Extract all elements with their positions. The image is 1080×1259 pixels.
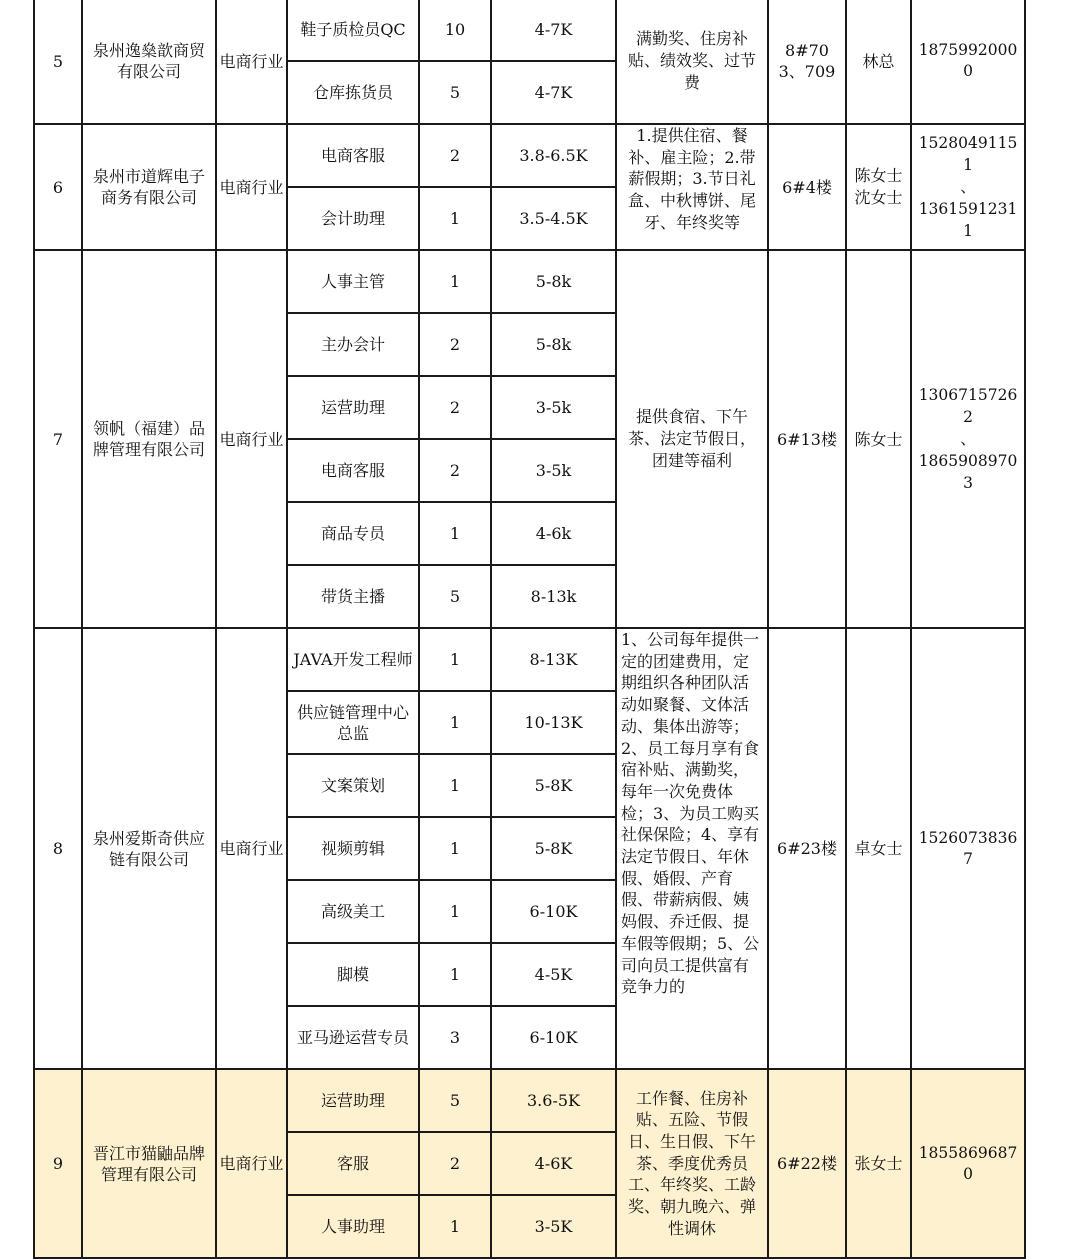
job-count: 5 xyxy=(419,61,491,124)
job-count: 1 xyxy=(419,754,491,817)
phone-separator: 、 xyxy=(960,430,976,448)
company-number: 8 xyxy=(34,628,82,1069)
phone xyxy=(911,124,1025,250)
job-title: 人事助理 xyxy=(287,1195,419,1258)
phone xyxy=(911,0,1025,124)
job-count: 10 xyxy=(419,0,491,61)
job-title: 脚模 xyxy=(287,943,419,1006)
job-count: 5 xyxy=(419,565,491,628)
job-count: 2 xyxy=(419,313,491,376)
benefits: 提供食宿、下午茶、法定节假日，团建等福利 xyxy=(616,250,768,628)
job-title: JAVA开发工程师 xyxy=(287,628,419,691)
job-salary: 4-6K xyxy=(491,1132,616,1195)
phone-number: 15260738367 xyxy=(918,828,1018,868)
job-salary: 3-5k xyxy=(491,439,616,502)
job-title: 带货主播 xyxy=(287,565,419,628)
company-name: 泉州市道辉电子商务有限公司 xyxy=(82,124,216,250)
job-count: 2 xyxy=(419,439,491,502)
address: 8#703、709 xyxy=(768,0,846,124)
contact-person: 张女士 xyxy=(846,1069,911,1258)
industry: 电商行业 xyxy=(216,628,287,1069)
contact-person: 林总 xyxy=(846,0,911,124)
job-title: 运营助理 xyxy=(287,376,419,439)
job-title: 客服 xyxy=(287,1132,419,1195)
contact-person xyxy=(846,124,911,250)
job-salary: 4-7K xyxy=(491,61,616,124)
benefits: 满勤奖、住房补贴、绩效奖、过节费 xyxy=(616,0,768,124)
job-title: 电商客服 xyxy=(287,439,419,502)
job-title: 电商客服 xyxy=(287,124,419,187)
job-count: 2 xyxy=(419,1132,491,1195)
job-salary: 4-5K xyxy=(491,943,616,1006)
phone-number: 15280491151 xyxy=(918,134,1018,174)
job-title: 高级美工 xyxy=(287,880,419,943)
company-number: 9 xyxy=(34,1069,82,1258)
address: 6#23楼 xyxy=(768,628,846,1069)
job-count: 1 xyxy=(419,880,491,943)
job-title: 会计助理 xyxy=(287,187,419,250)
job-salary: 3-5K xyxy=(491,1195,616,1258)
job-title: 亚马逊运营专员 xyxy=(287,1006,419,1069)
phone-number: 18759920000 xyxy=(918,41,1018,80)
job-salary: 6-10K xyxy=(491,1006,616,1069)
job-salary: 5-8k xyxy=(491,313,616,376)
company-name: 泉州爱斯奇供应链有限公司 xyxy=(82,628,216,1069)
benefits-text: 1、公司每年提供一定的团建费用，定期组织各种团队活动如聚餐、文体活动、集体出游等；2、员工每月享有食宿补贴、满勤奖，每年一次免费体检；3、为员工购买社保保险；4、享有法定节假日、年休假、婚假、产育假、带薪病假、姨妈假、乔迁假、提车假等假期；5、公司向员工提供富有竞争力的 xyxy=(621,630,760,997)
contact-name: 陈女士 xyxy=(854,166,903,185)
job-title: 仓库拣货员 xyxy=(287,61,419,124)
industry: 电商行业 xyxy=(216,0,287,124)
job-count: 3 xyxy=(419,1006,491,1069)
phone-number: 18659089703 xyxy=(918,452,1018,492)
job-title: 供应链管理中心总监 xyxy=(287,691,419,754)
benefits xyxy=(616,628,768,1069)
job-count: 1 xyxy=(419,691,491,754)
contact-person: 卓女士 xyxy=(846,628,911,1069)
job-count: 1 xyxy=(419,628,491,691)
job-title: 视频剪辑 xyxy=(287,817,419,880)
job-title: 鞋子质检员QC xyxy=(287,0,419,61)
phone-number: 13615912311 xyxy=(918,200,1018,240)
phone xyxy=(911,1069,1025,1258)
job-count: 5 xyxy=(419,1069,491,1132)
contact-name: 沈女士 xyxy=(854,188,903,207)
phone xyxy=(911,250,1025,628)
job-count: 1 xyxy=(419,1195,491,1258)
job-count: 1 xyxy=(419,943,491,1006)
address: 6#4楼 xyxy=(768,124,846,250)
phone xyxy=(911,628,1025,1069)
phone-separator: 、 xyxy=(960,178,976,196)
industry: 电商行业 xyxy=(216,124,287,250)
company-number: 6 xyxy=(34,124,82,250)
job-salary: 8-13k xyxy=(491,565,616,628)
job-salary: 5-8k xyxy=(491,250,616,313)
job-salary: 3-5k xyxy=(491,376,616,439)
job-salary: 3.6-5K xyxy=(491,1069,616,1132)
company-number: 5 xyxy=(34,0,82,124)
job-title: 文案策划 xyxy=(287,754,419,817)
job-salary: 8-13K xyxy=(491,628,616,691)
address: 6#22楼 xyxy=(768,1069,846,1258)
job-title: 人事主管 xyxy=(287,250,419,313)
benefits xyxy=(616,124,768,250)
job-salary: 5-8K xyxy=(491,817,616,880)
job-salary: 3.8-6.5K xyxy=(491,124,616,187)
benefits-text: 1.提供住宿、餐补、雇主险；2.带薪假期；3.节日礼盒、中秋博饼、尾牙、年终奖等 xyxy=(627,126,756,232)
job-title: 商品专员 xyxy=(287,502,419,565)
job-title: 运营助理 xyxy=(287,1069,419,1132)
job-salary: 3.5-4.5K xyxy=(491,187,616,250)
company-name: 晋江市猫鼬品牌管理有限公司 xyxy=(82,1069,216,1258)
phone-number: 18558696870 xyxy=(918,1143,1018,1183)
job-salary: 10-13K xyxy=(491,691,616,754)
job-count: 1 xyxy=(419,817,491,880)
job-salary: 6-10K xyxy=(491,880,616,943)
job-count: 1 xyxy=(419,250,491,313)
company-name: 泉州逸燊歆商贸有限公司 xyxy=(82,0,216,124)
benefits: 工作餐、住房补贴、五险、节假日、生日假、下午茶、季度优秀员工、年终奖、工龄奖、朝九晚六、弹性调休 xyxy=(616,1069,768,1258)
industry: 电商行业 xyxy=(216,1069,287,1258)
phone-number: 13067157262 xyxy=(918,386,1018,426)
company-number: 7 xyxy=(34,250,82,628)
industry: 电商行业 xyxy=(216,250,287,628)
address: 6#13楼 xyxy=(768,250,846,628)
job-count: 1 xyxy=(419,502,491,565)
job-title: 主办会计 xyxy=(287,313,419,376)
job-salary: 5-8K xyxy=(491,754,616,817)
job-salary: 4-7K xyxy=(491,0,616,61)
job-salary: 4-6k xyxy=(491,502,616,565)
recruitment-table xyxy=(33,0,1026,1259)
job-count: 2 xyxy=(419,376,491,439)
contact-person: 陈女士 xyxy=(846,250,911,628)
job-count: 1 xyxy=(419,187,491,250)
company-name: 领帆（福建）品牌管理有限公司 xyxy=(82,250,216,628)
job-count: 2 xyxy=(419,124,491,187)
